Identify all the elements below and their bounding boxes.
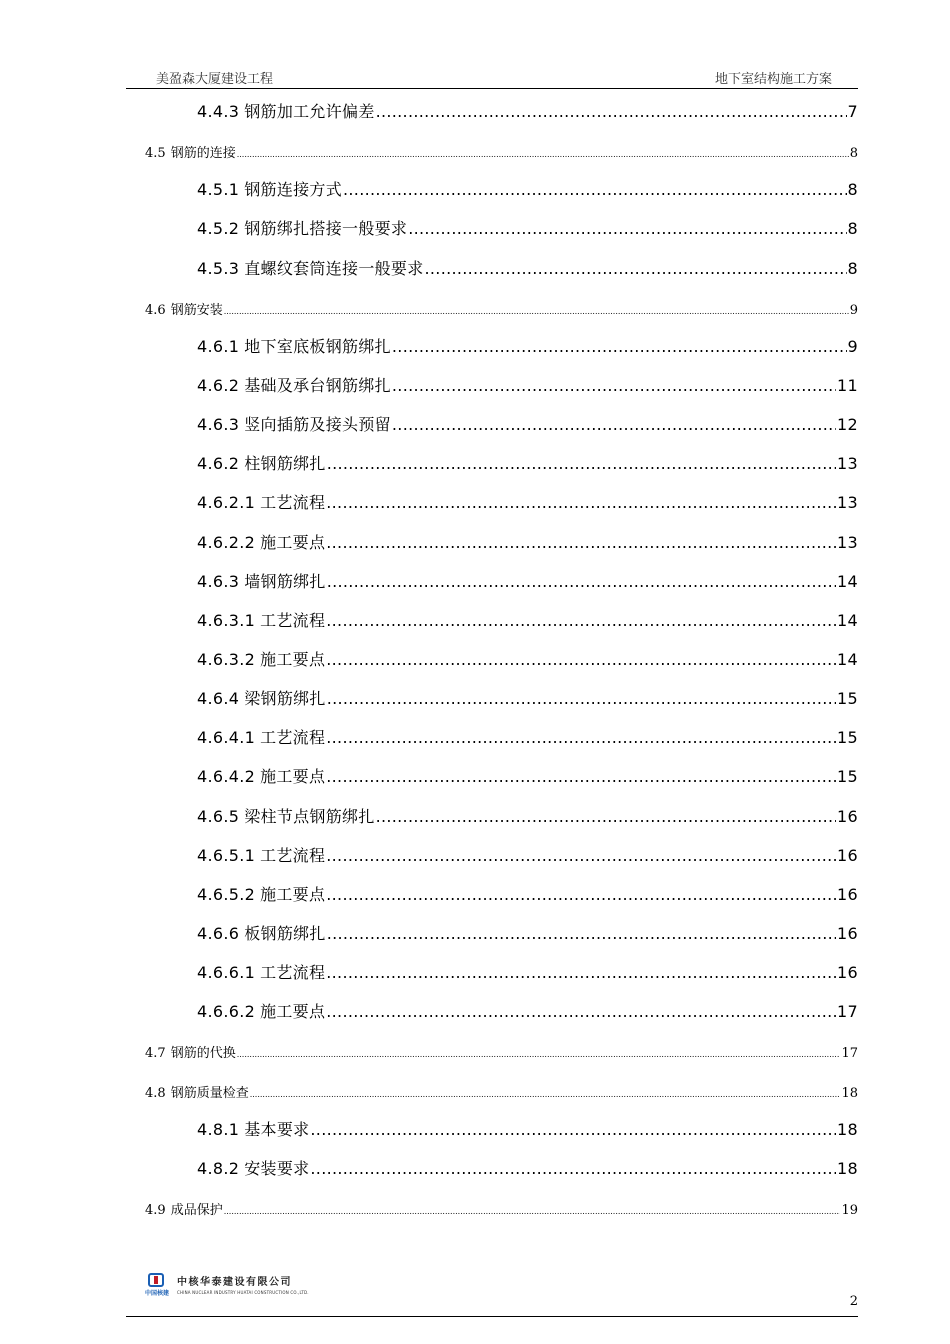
toc-entry-title: 钢筋的连接 [170,146,236,162]
toc-entry[interactable] [197,999,858,1022]
toc-entry[interactable] [197,960,858,983]
toc-entry-number: 4.8.2 [197,1158,240,1178]
toc-dot-leader [326,963,836,982]
toc-entry-page: 8 [847,180,858,200]
toc-entry-page: 14 [837,649,858,669]
toc-entry[interactable] [197,530,858,553]
toc-entry-title: 施工要点 [260,1002,326,1022]
toc-dot-leader [224,1207,841,1216]
footer-rule [126,1316,858,1317]
toc-entry-number: 4.6.5.1 [197,845,256,865]
toc-entry-page: 13 [837,493,858,513]
toc-entry-number: 4.6.4.1 [197,728,256,748]
page-header [126,66,858,89]
toc-entry-title: 施工要点 [260,649,326,669]
toc-dot-leader [237,150,849,159]
toc-entry-title: 施工要点 [260,767,326,787]
toc-entry-number: 4.7 [145,1046,166,1062]
toc-entry-page: 8 [847,219,858,239]
toc-entry-number: 4.6.3.1 [197,610,256,630]
toc-entry-title: 钢筋连接方式 [244,180,343,200]
toc-entry[interactable] [197,647,858,670]
toc-entry-title: 竖向插筋及接头预留 [244,415,391,435]
toc-entry[interactable] [145,299,858,318]
toc-entry[interactable] [197,1156,858,1179]
toc-entry-number: 4.6.2.1 [197,493,256,513]
toc-entry-number: 4.6.5.2 [197,884,256,904]
toc-entry-page: 18 [837,1158,858,1178]
toc-entry[interactable] [145,1042,858,1061]
toc-dot-leader [310,1159,836,1178]
toc-entry-number: 4.6 [145,302,166,318]
toc-entry-page: 15 [837,728,858,748]
toc-entry-number: 4.6.4 [197,689,240,709]
toc-entry-page: 19 [841,1202,858,1218]
toc-entry[interactable] [197,764,858,787]
toc-entry-title: 钢筋绑扎搭接一般要求 [244,219,408,239]
toc-dot-leader [326,493,836,512]
toc-entry[interactable] [197,608,858,631]
toc-entry-page: 7 [847,102,858,121]
toc-entry[interactable] [145,1199,858,1218]
toc-entry-title: 梁柱节点钢筋绑扎 [244,806,375,826]
toc-entry-page: 9 [849,302,858,318]
toc-entry[interactable] [197,451,858,474]
toc-entry-number: 4.6.3 [197,571,240,591]
toc-entry[interactable] [197,725,858,748]
company-name-cn: 中核华泰建设有限公司 [177,1277,292,1288]
toc-entry-page: 9 [847,336,858,356]
toc-entry-title: 施工要点 [260,884,326,904]
toc-entry-page: 8 [847,258,858,278]
toc-entry-number: 4.5.1 [197,180,240,200]
toc-entry-page: 18 [837,1119,858,1139]
toc-entry-title: 墙钢筋绑扎 [244,571,326,591]
toc-entry[interactable] [197,1117,858,1140]
toc-entry[interactable] [197,921,858,944]
toc-entry-title: 基本要求 [244,1119,310,1139]
toc-dot-leader [310,1120,836,1139]
toc-entry-number: 4.6.5 [197,806,240,826]
toc-entry-number: 4.4.3 [197,102,240,121]
toc-entry-page: 15 [837,689,858,709]
toc-entry-page: 15 [837,767,858,787]
toc-dot-leader [392,415,836,434]
header-project-name: 美盈森大厦建设工程 [156,72,274,87]
toc-entry-number: 4.6.6.1 [197,963,256,983]
company-logo-icon [145,1273,171,1295]
toc-dot-leader [326,885,836,904]
toc-entry-title: 地下室底板钢筋绑扎 [244,336,391,356]
toc-entry[interactable] [197,843,858,866]
toc-entry[interactable] [197,216,858,239]
toc-entry-page: 16 [837,806,858,826]
toc-entry-page: 16 [837,845,858,865]
toc-entry-title: 安装要求 [244,1158,310,1178]
toc-dot-leader [326,1002,836,1021]
toc-dot-leader [326,650,836,669]
toc-entry-page: 18 [841,1085,858,1101]
toc-dot-leader [326,728,836,747]
toc-dot-leader [326,767,836,786]
toc-entry-title: 钢筋安装 [170,302,223,318]
toc-entry-number: 4.6.6 [197,923,240,943]
toc-entry-page: 8 [849,146,858,162]
toc-entry-page: 13 [837,454,858,474]
toc-entry[interactable] [197,882,858,905]
toc-entry-number: 4.5 [145,146,166,162]
toc-entry[interactable] [197,412,858,435]
toc-dot-leader [327,454,836,473]
toc-dot-leader [237,1050,841,1059]
toc-entry-title: 直螺纹套筒连接一般要求 [244,258,424,278]
toc-entry-number: 4.6.3 [197,415,240,435]
toc-entry[interactable] [197,177,858,200]
toc-entry[interactable] [197,373,858,396]
toc-entry-number: 4.8.1 [197,1119,240,1139]
toc-entry-page: 16 [837,884,858,904]
toc-entry-page: 13 [837,532,858,552]
toc-entry[interactable] [197,686,858,709]
toc-dot-leader [343,180,846,199]
toc-entry-number: 4.8 [145,1085,166,1101]
toc-entry-number: 4.6.2 [197,375,240,395]
toc-entry-title: 工艺流程 [260,493,326,513]
toc-dot-leader [392,337,847,356]
toc-entry-title: 钢筋质量检查 [170,1085,249,1101]
toc-entry-page: 14 [837,610,858,630]
toc-dot-leader [425,259,847,278]
toc-entry-title: 柱钢筋绑扎 [244,454,326,474]
company-logo [145,1270,309,1298]
toc-dot-leader [327,572,836,591]
toc-dot-leader [376,807,836,826]
toc-entry-page: 12 [837,415,858,435]
toc-entry[interactable] [197,569,858,592]
toc-dot-leader [326,846,836,865]
toc-entry[interactable] [197,490,858,513]
toc-entry-title: 工艺流程 [260,728,326,748]
toc-entry-title: 施工要点 [260,532,326,552]
toc-entry-number: 4.6.2 [197,454,240,474]
toc-dot-leader [326,533,836,552]
toc-entry-page: 17 [837,1002,858,1022]
toc-dot-leader [408,219,846,238]
toc-entry-title: 钢筋的代换 [170,1046,236,1062]
toc-entry-title: 工艺流程 [260,845,326,865]
toc-dot-leader [392,376,836,395]
toc-entry[interactable] [145,142,858,161]
toc-entry-number: 4.6.1 [197,336,240,356]
page-number: 2 [849,1294,858,1309]
toc-entry-number: 4.6.2.2 [197,532,256,552]
toc-entry[interactable] [145,1082,858,1101]
toc-dot-leader [327,924,836,943]
toc-entry-number: 4.6.6.2 [197,1002,256,1022]
toc-entry-page: 16 [837,963,858,983]
toc-entry-number: 4.6.4.2 [197,767,256,787]
toc-entry-page: 16 [837,923,858,943]
toc-entry-page: 14 [837,571,858,591]
toc-entry[interactable] [197,804,858,827]
toc-entry-number: 4.9 [145,1202,166,1218]
toc-entry[interactable] [197,334,858,357]
toc-entry-title: 工艺流程 [260,610,326,630]
logo-mark-text: 中国核建 [145,1290,170,1297]
toc-entry-title: 梁钢筋绑扎 [244,689,326,709]
toc-entry-title: 钢筋加工允许偏差 [244,102,375,121]
toc-entry-page: 17 [841,1046,858,1062]
toc-dot-leader [327,689,836,708]
header-document-title: 地下室结构施工方案 [714,72,832,87]
toc-entry-number: 4.5.2 [197,219,240,239]
toc-dot-leader [224,307,849,316]
company-name-en: CHINA NUCLEAR INDUSTRY HUATAI CONSTRUCTION CO.,LTD. [177,1290,309,1295]
toc-entry-title: 成品保护 [170,1202,223,1218]
toc-dot-leader [250,1090,841,1099]
toc-entry-title: 工艺流程 [260,963,326,983]
toc-entry-number: 4.6.3.2 [197,649,256,669]
toc-entry[interactable] [197,99,858,122]
toc-entry-title: 基础及承台钢筋绑扎 [244,375,391,395]
toc-entry-title: 板钢筋绑扎 [244,923,326,943]
toc-dot-leader [376,102,847,121]
toc-dot-leader [326,611,836,630]
toc-entry[interactable] [197,256,858,279]
toc-entry-page: 11 [837,375,858,395]
toc-entry-number: 4.5.3 [197,258,240,278]
